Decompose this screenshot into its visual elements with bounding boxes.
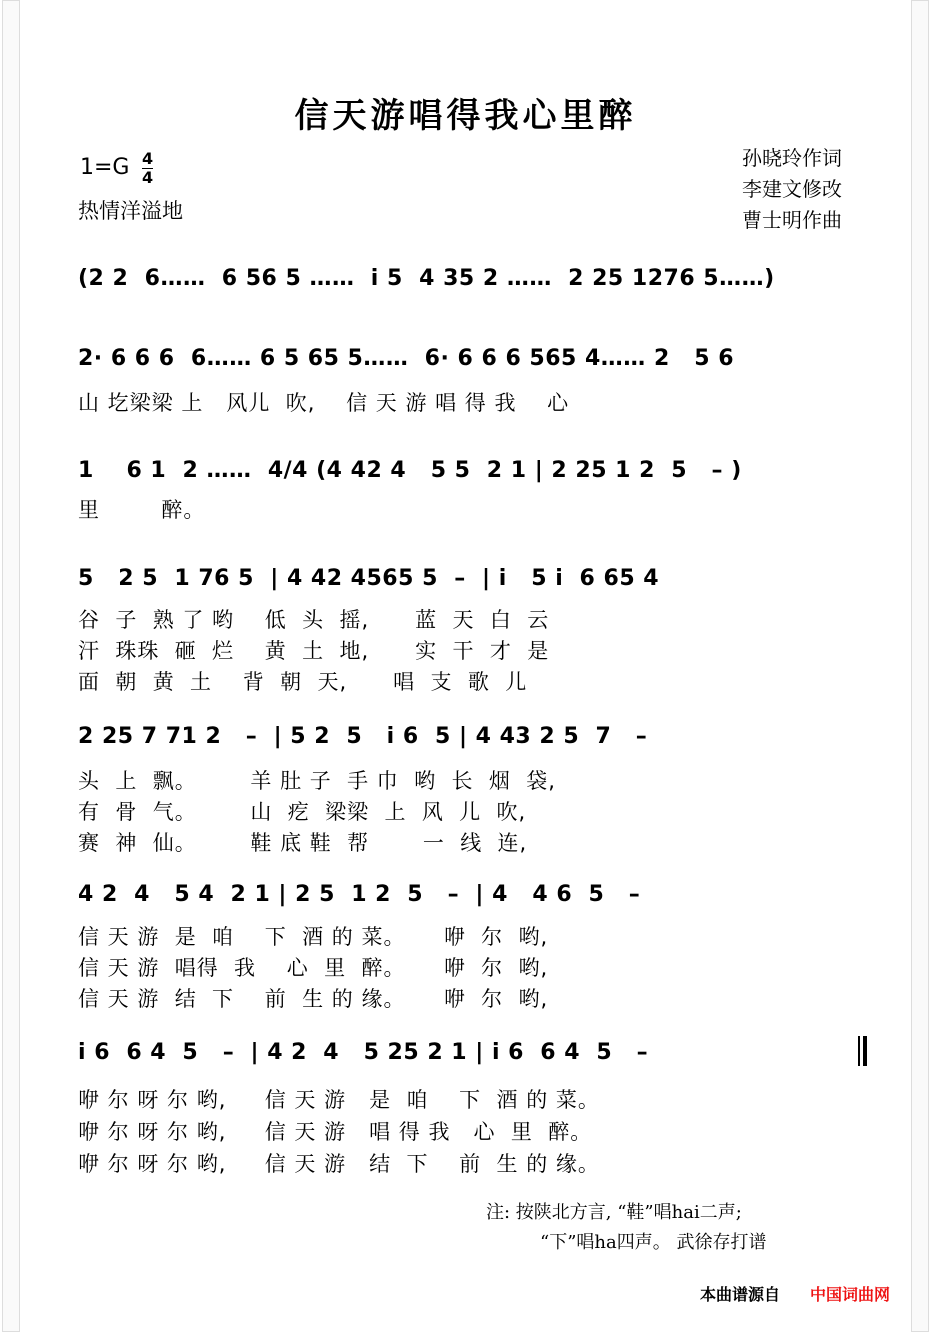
footnote-line: “下”唱ha四声。 武徐存打谱	[540, 1232, 767, 1253]
lyric-line: 里 醉。	[78, 498, 206, 522]
notation-line: 1 6 1 2 …… 4/4 (4 42 4 5 5 2 1 | 2 25 1 2 5 – )	[78, 458, 742, 483]
source-label: 本曲谱源自	[700, 1285, 781, 1304]
lyric-line: 咿 尔 呀 尔 哟, 信 天 游 结 下 前 生 的 缘。	[78, 1152, 600, 1176]
right-watermark-strip	[911, 0, 929, 1332]
footnote	[486, 1198, 766, 1258]
final-barline-thick	[863, 1036, 867, 1066]
lyric-line: 咿 尔 呀 尔 哟, 信 天 游 是 咱 下 酒 的 菜。	[78, 1088, 600, 1112]
notation-line: 5 2 5 1 76 5 | 4 42 4565 5 – | i 5 i 6 65 4	[78, 566, 660, 591]
brand-link[interactable]: 中国词曲网	[810, 1285, 891, 1304]
lyric-line: 赛 神 仙。 鞋 底 鞋 帮 一 线 连,	[78, 831, 528, 855]
song-title: 信天游唱得我心里醉	[294, 96, 637, 136]
composer: 曹士明作曲	[742, 208, 842, 232]
lyric-line: 咿 尔 呀 尔 哟, 信 天 游 唱 得 我 心 里 醉。	[78, 1120, 593, 1144]
meter-bottom: 4	[142, 168, 154, 187]
credits	[742, 143, 842, 236]
lyric-line: 有 骨 气。 山 疙 梁梁 上 风 儿 吹,	[78, 800, 527, 824]
final-barline	[858, 1036, 860, 1066]
footnote-line: 注: 按陕北方言, “鞋”唱hai二声;	[486, 1202, 742, 1223]
lyric-line: 汗 珠珠 砸 烂 黄 土 地, 实 干 才 是	[78, 639, 550, 663]
notation-line: 2 25 7 71 2 – | 5 2 5 i 6 5 | 4 43 2 5 7 –	[78, 724, 648, 749]
lyric-line: 头 上 飘。 羊 肚 子 手 巾 哟 长 烟 袋,	[78, 769, 556, 793]
key-signature: 1=G	[80, 155, 130, 180]
notation-line: (2 2 6…… 6 56 5 …… i 5 4 35 2 …… 2 25 1276 5……)	[78, 266, 775, 291]
left-watermark-strip	[2, 0, 20, 1332]
notation-line: i 6 6 4 5 – | 4 2 4 5 25 2 1 | i 6 6 4 5 –	[78, 1040, 649, 1065]
lyric-line: 面 朝 黄 土 背 朝 天, 唱 支 歌 儿	[78, 670, 528, 694]
lyric-line: 信 天 游 结 下 前 生 的 缘。 咿 尔 哟,	[78, 987, 549, 1011]
notation-line: 4 2 4 5 4 2 1 | 2 5 1 2 5 – | 4 4 6 5 –	[78, 882, 641, 907]
lyric-line: 谷 子 熟 了 哟 低 头 摇, 蓝 天 白 云	[78, 608, 550, 632]
lyric-line: 山 圪梁梁 上 风儿 吹, 信 天 游 唱 得 我 心	[78, 391, 570, 415]
lyric-line: 信 天 游 唱得 我 心 里 醉。 咿 尔 哟,	[78, 956, 549, 980]
lyricist: 孙晓玲作词	[742, 146, 842, 170]
time-signature	[142, 150, 153, 187]
lyric-line: 信 天 游 是 咱 下 酒 的 菜。 咿 尔 哟,	[78, 925, 549, 949]
tempo-marking: 热情洋溢地	[78, 199, 183, 223]
meter-top: 4	[142, 149, 154, 168]
reviser: 李建文修改	[742, 177, 842, 201]
notation-line: 2· 6 6 6 6…… 6 5 65 5…… 6· 6 6 6 565 4…… 2 5 6	[78, 346, 735, 371]
